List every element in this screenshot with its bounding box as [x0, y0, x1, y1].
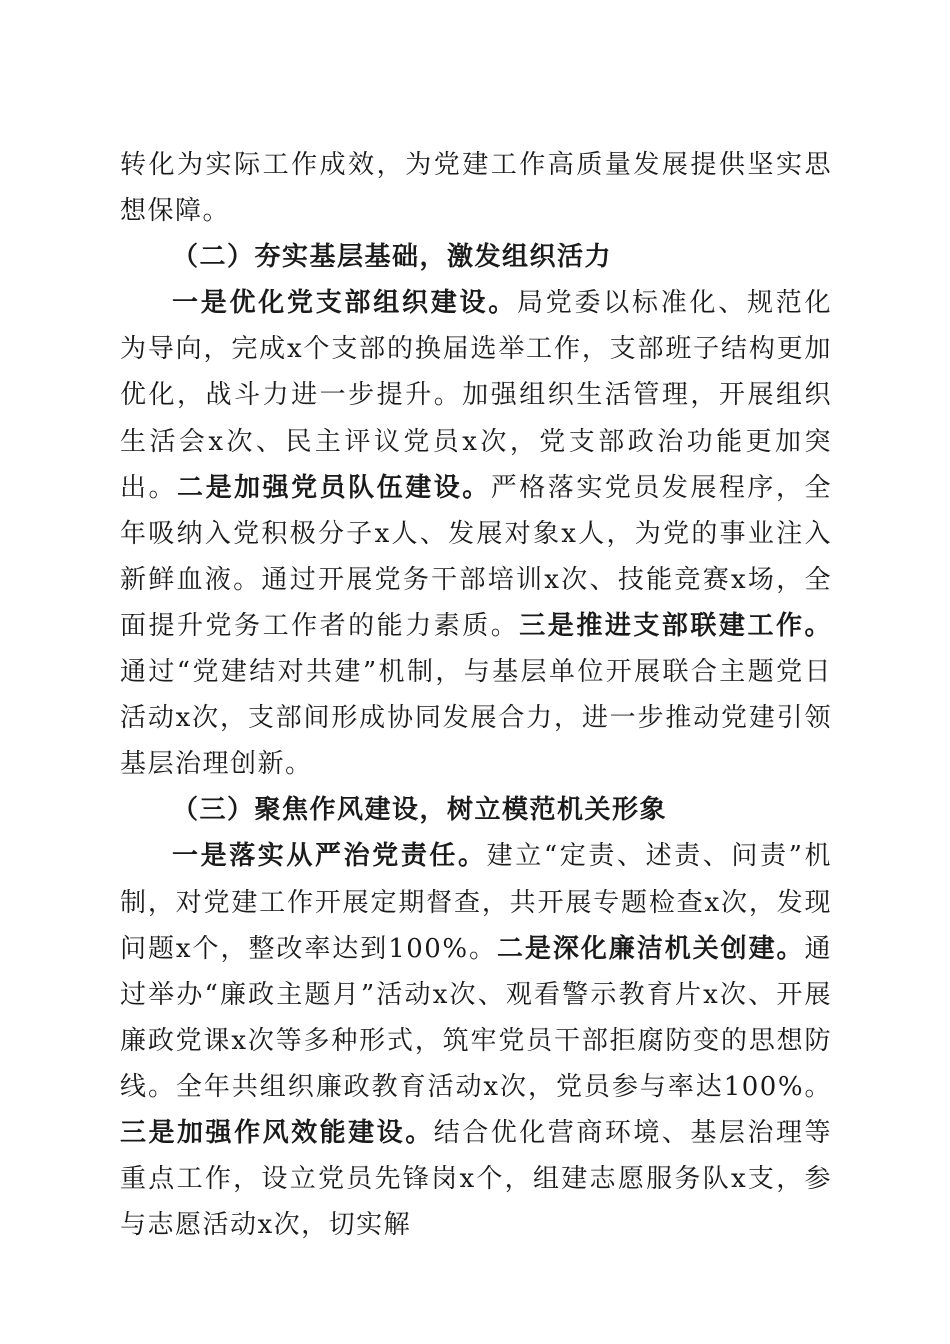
section-heading-2: （二）夯实基层基础，激发组织活力 [172, 242, 613, 273]
body-text: 局党委以标准化、规范化为导向，完成x个支部的换届选举工作，支部班子结构更加优化，战斗力进一步提升。加强组织生活管理，开展组织生活会x次、民主评议党员x次，党支部政治功能更加突出。 [120, 288, 832, 503]
bold-lead-2: 二是加强党员队伍建设。 [177, 472, 491, 503]
body-text: 结合优化营商环境、基层治理等重点工作，设立党员先锋岗x个，组建志愿服务队x支，参与志愿活动x次，切实解 [120, 1117, 832, 1241]
bold-lead-1: 一是优化党支部组织建设。 [172, 288, 517, 319]
body-text: 建立“定责、述责、问责”机制，对党建工作开展定期督查，共开展专题检查x次，发现问题x个，整改率达到100%。 [120, 841, 832, 964]
body-text: 通过举办“廉政主题月”活动x次、观看警示教育片x次、开展廉政党课x次等多种形式，筑牢党员干部拒腐防变的思想防线。全年共组织廉政教育活动x次，党员参与率达100%。 [120, 933, 832, 1102]
bold-lead-2: 二是深化廉洁机关创建。 [496, 933, 805, 964]
paragraph-section-3 [120, 833, 832, 1248]
body-text: 通过“党建结对共建”机制，与基层单位开展联合主题党日活动x次，支部间形成协同发展合力，进一步推动党建引领基层治理创新。 [120, 657, 832, 780]
paragraph-continuation: 转化为实际工作成效，为党建工作高质量发展提供坚实思想保障。 [120, 150, 832, 227]
document-body [120, 142, 832, 1248]
section-heading-3: （三）聚焦作风建设，树立模范机关形象 [172, 795, 668, 826]
body-text: 严格落实党员发展程序，全年吸纳入党积极分子x人、发展对象x人，为党的事业注入新鲜血液。通过开展党务干部培训x次、技能竞赛x场，全面提升党务工作者的能力素质。 [120, 472, 832, 641]
bold-lead-1: 一是落实从严治党责任。 [172, 841, 487, 872]
paragraph-section-2 [120, 280, 832, 787]
bold-lead-3: 三是推进支部联建工作。 [519, 610, 832, 641]
bold-lead-3: 三是加强作风效能建设。 [120, 1117, 434, 1148]
